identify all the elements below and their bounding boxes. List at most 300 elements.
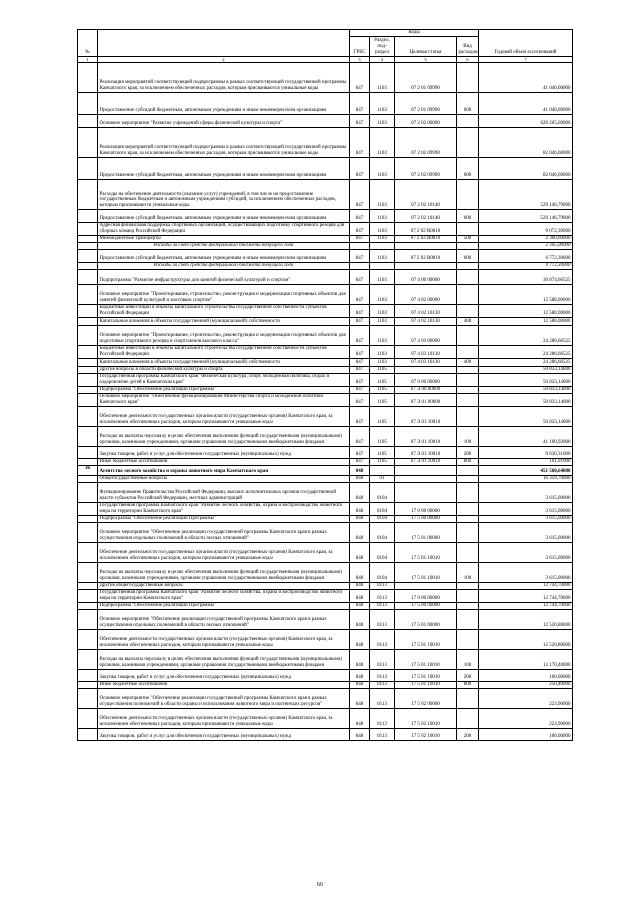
row-razdel: 1103 <box>370 285 395 305</box>
row-grbs: 848 <box>350 729 370 741</box>
table-row <box>78 603 573 610</box>
row-amount: 50 833,14000 <box>479 367 573 374</box>
row-razdel: 0113 <box>370 709 395 729</box>
row-target-article: 17 5 01 00000 <box>395 610 457 630</box>
row-name: Основное мероприятие "Развитие учреждений сферы физической культуры и спорта" <box>98 115 350 128</box>
row-amount: 451 568,64800 <box>479 466 573 476</box>
row-expense-type <box>457 630 479 650</box>
row-name: Расходы на обеспечение деятельности (оказание услуг) учреждений, в том числе на предоставление государственным бюджетным и автономным учреждениям субсидий, за исключением обеспеченных расходов, которым присваиваются уникальные коды <box>98 180 350 210</box>
row-target-article: 07 2 02 09990 <box>395 128 457 158</box>
row-grbs: 848 <box>350 689 370 709</box>
row-grbs: 848 <box>350 603 370 610</box>
table-row <box>78 180 573 210</box>
row-expense-type: 200 <box>457 670 479 682</box>
row-number <box>78 223 98 236</box>
row-number <box>78 483 98 503</box>
row-grbs: 847 <box>350 305 370 318</box>
row-name: Государственная программа Камчатского края "Физическая культура, спорт, молодежная политика, отдых и оздоровление детей в Камчатском крае" <box>98 374 350 387</box>
row-grbs <box>350 243 370 250</box>
row-number <box>78 590 98 603</box>
row-expense-type <box>457 476 479 483</box>
row-target-article: 07 Э 01 10010 <box>395 407 457 427</box>
row-number <box>78 543 98 563</box>
row-number <box>78 610 98 630</box>
row-razdel <box>370 466 395 476</box>
row-number <box>78 250 98 263</box>
row-target-article: 17 5 02 00000 <box>395 689 457 709</box>
row-razdel: 0104 <box>370 563 395 583</box>
table-body <box>78 63 573 741</box>
row-grbs: 848 <box>350 503 370 516</box>
row-target-article: 07 Э 01 00000 <box>395 394 457 407</box>
column-number: 3 <box>350 57 370 63</box>
row-grbs: 847 <box>350 250 370 263</box>
row-number <box>78 93 98 115</box>
table-row <box>78 93 573 115</box>
row-expense-type <box>457 243 479 250</box>
row-grbs: 848 <box>350 650 370 670</box>
row-expense-type <box>457 367 479 374</box>
row-grbs: 847 <box>350 210 370 223</box>
row-razdel: 0113 <box>370 590 395 603</box>
header-target-article: Целевая статья <box>395 37 457 57</box>
row-expense-type <box>457 263 479 270</box>
row-expense-type <box>457 374 479 387</box>
row-expense-type: 100 <box>457 650 479 670</box>
column-number: 4 <box>370 57 395 63</box>
row-name: Другие вопросы в области физической культуры и спорта <box>98 367 350 374</box>
row-expense-type: 800 <box>457 459 479 466</box>
row-amount: 82 046,60000 <box>479 158 573 180</box>
row-amount: 223,90000 <box>479 689 573 709</box>
row-target-article: 07 Э 00 00000 <box>395 387 457 394</box>
row-razdel: 1103 <box>370 270 395 285</box>
row-amount: 106,00000 <box>479 729 573 741</box>
row-number <box>78 263 98 270</box>
row-razdel: 0104 <box>370 516 395 523</box>
row-grbs: 848 <box>350 516 370 523</box>
row-name: Закупка товаров, работ и услуг для обеспечения государственных (муниципальных) нужд <box>98 670 350 682</box>
row-target-article: 07 4 02 00000 <box>395 285 457 305</box>
row-razdel: 0104 <box>370 523 395 543</box>
row-amount: 12 744,70000 <box>479 603 573 610</box>
row-amount: 50 833,14000 <box>479 394 573 407</box>
row-target-article: 07 4 03 10130 <box>395 346 457 359</box>
row-number <box>78 63 98 93</box>
row-grbs: 847 <box>350 180 370 210</box>
row-expense-type <box>457 305 479 318</box>
table-row <box>78 543 573 563</box>
row-razdel: 1103 <box>370 93 395 115</box>
row-amount: 6 772,30000 <box>479 250 573 263</box>
row-razdel: 0113 <box>370 682 395 689</box>
row-grbs: 848 <box>350 476 370 483</box>
header-grbs: ГРБС <box>350 37 370 57</box>
row-expense-type <box>457 180 479 210</box>
row-amount: 12 520,80000 <box>479 630 573 650</box>
row-name: Закупка товаров, работ и услуг для обеспечения государственных (муниципальных) нужд <box>98 447 350 459</box>
row-number <box>78 603 98 610</box>
row-target-article: 07 2 02 00000 <box>395 115 457 128</box>
row-razdel: 1103 <box>370 210 395 223</box>
row-target-article: 07 Э 01 10010 <box>395 459 457 466</box>
row-amount: 3 615,00000 <box>479 543 573 563</box>
row-expense-type <box>457 326 479 346</box>
row-grbs: 847 <box>350 427 370 447</box>
table-row <box>78 318 573 326</box>
row-name: Основное мероприятие "Обеспечение функционирования Министерства спорта и молодежной политики Камчатского края" <box>98 394 350 407</box>
row-amount: 41 040,00000 <box>479 63 573 93</box>
row-razdel: 1103 <box>370 128 395 158</box>
row-razdel: 0113 <box>370 583 395 590</box>
row-expense-type <box>457 516 479 523</box>
row-amount: 24 286,66525 <box>479 359 573 367</box>
row-number <box>78 729 98 741</box>
row-name: Государственная программа Камчатского края "Развитие лесного хозяйства, охрана и воспроизводство животного мира на территории Камчатского края" <box>98 503 350 516</box>
table-row <box>78 210 573 223</box>
row-target-article: 07 2 01 09990 <box>395 63 457 93</box>
row-target-article: 17 5 02 10010 <box>395 729 457 741</box>
table-row <box>78 682 573 689</box>
row-razdel: 1105 <box>370 459 395 466</box>
row-number <box>78 476 98 483</box>
row-target-article <box>395 476 457 483</box>
row-razdel: 1103 <box>370 326 395 346</box>
row-number <box>78 128 98 158</box>
table-row <box>78 270 573 285</box>
row-target-article <box>395 263 457 270</box>
row-name: Расходы за счет средств федерального бюджета текущего года <box>98 243 350 250</box>
table-row <box>78 729 573 741</box>
table-row <box>78 236 573 243</box>
row-target-article: 17 5 01 10010 <box>395 630 457 650</box>
row-name: Предоставление субсидий бюджетным, автономным учреждениям и иным некоммерческим организациям <box>98 210 350 223</box>
row-name: Расходы на выплаты персоналу в целях обеспечения выполнения функций государственными (муниципальными) органами, казенными учреждениями, органами управления государственными внебюджетными фондами <box>98 427 350 447</box>
row-name: Бюджетные инвестиции в объекты капитального строительства государственной собственности субъектов Российской Федерации <box>98 305 350 318</box>
row-grbs: 848 <box>350 523 370 543</box>
row-razdel: 0104 <box>370 483 395 503</box>
row-grbs: 847 <box>350 93 370 115</box>
row-grbs: 847 <box>350 326 370 346</box>
row-target-article: 07 Э 01 10010 <box>395 447 457 459</box>
column-number: 2 <box>98 57 350 63</box>
row-target-article: 07 4 02 10130 <box>395 318 457 326</box>
row-amount: 12 588,00000 <box>479 285 573 305</box>
row-amount: 12 520,80000 <box>479 610 573 630</box>
row-razdel: 1105 <box>370 374 395 387</box>
row-grbs: 847 <box>350 367 370 374</box>
row-name: Реализация мероприятий соответствующей подпрограммы в рамках соответствующей государственной программы Камчатского края, за исключением обеспеченных расходов, которым присваиваются уникальные коды <box>98 128 350 158</box>
row-name: Реализация мероприятий соответствующей подпрограммы в рамках соответствующей государственной программы Камчатского края, за исключением обеспеченных расходов, которым присваиваются уникальные коды <box>98 63 350 93</box>
row-grbs: 848 <box>350 563 370 583</box>
row-number: 36 <box>78 466 98 476</box>
row-name: Межбюджетные трансферты <box>98 236 350 243</box>
row-amount: 3 615,00000 <box>479 516 573 523</box>
row-number <box>78 503 98 516</box>
row-target-article: 17 0 00 00000 <box>395 590 457 603</box>
row-amount: 250,40000 <box>479 682 573 689</box>
row-target-article <box>395 466 457 476</box>
row-number <box>78 326 98 346</box>
row-number <box>78 346 98 359</box>
row-target-article: 17 5 01 00000 <box>395 523 457 543</box>
row-expense-type <box>457 115 479 128</box>
row-number <box>78 583 98 590</box>
row-target-article: 17 5 00 00000 <box>395 516 457 523</box>
row-target-article: 07 4 03 10130 <box>395 359 457 367</box>
row-expense-type <box>457 590 479 603</box>
row-name: Обеспечение деятельности государственных органов власти (государственных органов) Камчатского края, за исключением обеспеченных расходов, которым присваиваются уникальные коды <box>98 709 350 729</box>
row-razdel <box>370 243 395 250</box>
row-name: Общегосударственные вопросы <box>98 476 350 483</box>
table-row <box>78 590 573 603</box>
row-razdel: 1103 <box>370 63 395 93</box>
row-razdel: 1103 <box>370 180 395 210</box>
row-name: Другие общегосударственные вопросы <box>98 583 350 590</box>
row-expense-type <box>457 346 479 359</box>
table-row <box>78 263 573 270</box>
row-expense-type <box>457 466 479 476</box>
row-target-article: 07 0 00 00000 <box>395 374 457 387</box>
row-target-article: 17 5 01 10010 <box>395 682 457 689</box>
row-number <box>78 650 98 670</box>
column-number: 1 <box>78 57 98 63</box>
row-target-article: 07 2 02 R0810 <box>395 250 457 263</box>
row-number <box>78 670 98 682</box>
row-expense-type <box>457 543 479 563</box>
row-number <box>78 210 98 223</box>
row-razdel: 1105 <box>370 407 395 427</box>
row-number <box>78 459 98 466</box>
row-amount: 101,91000 <box>479 459 573 466</box>
row-expense-type <box>457 709 479 729</box>
row-razdel: 1105 <box>370 427 395 447</box>
row-target-article: 07 2 01 09990 <box>395 93 457 115</box>
row-expense-type <box>457 63 479 93</box>
row-target-article <box>395 367 457 374</box>
header-razdel: Раздел, под-раздел <box>370 37 395 57</box>
table-row <box>78 346 573 359</box>
row-name: Подпрограмма "Развитие инфраструктуры для занятий физической культурой и спортом" <box>98 270 350 285</box>
row-amount: 529 146,79000 <box>479 210 573 223</box>
table-row <box>78 63 573 93</box>
row-expense-type <box>457 223 479 236</box>
row-razdel: 0104 <box>370 543 395 563</box>
table-row <box>78 223 573 236</box>
table-row <box>78 374 573 387</box>
row-name: Иные бюджетные ассигнования <box>98 682 350 689</box>
header-annual-volume: Годовой объем ассигнований <box>479 30 573 57</box>
table-row <box>78 689 573 709</box>
row-target-article: 17 5 00 00000 <box>395 603 457 610</box>
table-row <box>78 630 573 650</box>
row-target-article: 17 5 01 10010 <box>395 650 457 670</box>
row-expense-type: 400 <box>457 318 479 326</box>
row-number <box>78 367 98 374</box>
row-razdel: 1103 <box>370 115 395 128</box>
row-grbs: 847 <box>350 407 370 427</box>
row-name: Функционирование Правительства Российской Федерации, высших исполнительных органов государственной власти субъектов Российской Федерации, местных администраций <box>98 483 350 503</box>
row-amount: 12 588,00000 <box>479 305 573 318</box>
row-name: Обеспечение деятельности государственных органов власти (государственных органов) Камчатского края, за исключением обеспеченных расходов, которым присваиваются уникальные коды <box>98 543 350 563</box>
row-number <box>78 270 98 285</box>
table-row <box>78 447 573 459</box>
row-amount: 12 588,00000 <box>479 318 573 326</box>
row-amount: 12 170,40000 <box>479 650 573 670</box>
row-grbs: 847 <box>350 270 370 285</box>
row-target-article <box>395 583 457 590</box>
table-row <box>78 466 573 476</box>
table-row <box>78 305 573 318</box>
row-grbs: 847 <box>350 318 370 326</box>
header-number: № <box>78 30 98 57</box>
row-target-article: 17 5 01 10010 <box>395 670 457 682</box>
row-amount: 41 100,92000 <box>479 427 573 447</box>
row-number <box>78 285 98 305</box>
page-number: 66 <box>317 882 323 888</box>
column-number: 6 <box>457 57 479 63</box>
row-name: Расходы за счет средств федерального бюджета текущего года <box>98 263 350 270</box>
row-razdel: 0113 <box>370 729 395 741</box>
table-row <box>78 650 573 670</box>
table-row <box>78 285 573 305</box>
row-amount: 9 072,30000 <box>479 223 573 236</box>
row-grbs: 847 <box>350 128 370 158</box>
row-name: Основное мероприятие "Обеспечение реализации государственной программы Камчатского края в рамках осуществления отдельных полномочий в области лесных отношений" <box>98 523 350 543</box>
table-row <box>78 128 573 158</box>
row-number <box>78 682 98 689</box>
row-amount: 3 615,00000 <box>479 483 573 503</box>
row-name: Закупка товаров, работ и услуг для обеспечения государственных (муниципальных) нужд <box>98 729 350 741</box>
row-expense-type <box>457 483 479 503</box>
row-grbs: 848 <box>350 590 370 603</box>
table-row <box>78 523 573 543</box>
row-grbs: 847 <box>350 158 370 180</box>
row-target-article: 07 2 02 09990 <box>395 158 457 180</box>
table-row <box>78 367 573 374</box>
row-razdel: 0113 <box>370 689 395 709</box>
row-expense-type: 500 <box>457 236 479 243</box>
header-codes: Коды <box>350 30 479 37</box>
row-number <box>78 387 98 394</box>
row-grbs: 848 <box>350 630 370 650</box>
table-row <box>78 326 573 346</box>
table-row <box>78 359 573 367</box>
row-razdel: 01 <box>370 476 395 483</box>
table-row <box>78 503 573 516</box>
row-razdel: 0113 <box>370 610 395 630</box>
row-grbs: 848 <box>350 610 370 630</box>
row-expense-type: 200 <box>457 447 479 459</box>
row-amount: 3 615,00000 <box>479 503 573 516</box>
row-grbs: 847 <box>350 285 370 305</box>
row-target-article: 07 2 02 10140 <box>395 210 457 223</box>
row-name: Расходы на выплаты персоналу в целях обеспечения выполнения функций государственными (муниципальными) органами, казенными учреждениями, органами управления государственными внебюджетными фондами <box>98 563 350 583</box>
row-grbs: 847 <box>350 223 370 236</box>
row-number <box>78 318 98 326</box>
row-grbs: 848 <box>350 682 370 689</box>
row-expense-type: 200 <box>457 729 479 741</box>
table-row <box>78 583 573 590</box>
table-row <box>78 243 573 250</box>
table-row <box>78 516 573 523</box>
row-grbs: 848 <box>350 583 370 590</box>
row-name: Обеспечение деятельности государственных органов власти (государственных органов) Камчатского края, за исключением обеспеченных расходов, которым присваиваются уникальные коды <box>98 407 350 427</box>
row-expense-type <box>457 503 479 516</box>
row-razdel: 1103 <box>370 236 395 243</box>
row-number <box>78 709 98 729</box>
row-expense-type: 100 <box>457 563 479 583</box>
row-target-article: 17 5 01 10010 <box>395 563 457 583</box>
row-razdel: 1103 <box>370 250 395 263</box>
row-expense-type: 100 <box>457 427 479 447</box>
row-grbs: 847 <box>350 394 370 407</box>
row-grbs: 847 <box>350 346 370 359</box>
row-expense-type <box>457 583 479 590</box>
row-amount: 24 286,66525 <box>479 346 573 359</box>
row-expense-type: 600 <box>457 210 479 223</box>
row-name: Расходы на выплаты персоналу в целях обеспечения выполнения функций государственными (муниципальными) органами, казенными учреждениями, органами управления государственными внебюджетными фондами <box>98 650 350 670</box>
row-name: Подпрограмма "Обеспечение реализации Программы" <box>98 603 350 610</box>
row-expense-type <box>457 394 479 407</box>
row-amount: 620 265,69000 <box>479 115 573 128</box>
row-number <box>78 374 98 387</box>
row-number <box>78 359 98 367</box>
row-razdel: 1105 <box>370 394 395 407</box>
row-name: Предоставление субсидий бюджетным, автономным учреждениям и иным некоммерческим организациям <box>98 158 350 180</box>
row-grbs: 847 <box>350 459 370 466</box>
row-number <box>78 236 98 243</box>
row-expense-type: 600 <box>457 93 479 115</box>
row-expense-type: 600 <box>457 250 479 263</box>
row-expense-type <box>457 128 479 158</box>
row-grbs: 847 <box>350 447 370 459</box>
table-row <box>78 115 573 128</box>
table-row <box>78 407 573 427</box>
row-grbs: 848 <box>350 543 370 563</box>
row-amount: 223,90000 <box>479 709 573 729</box>
row-grbs: 847 <box>350 387 370 394</box>
row-razdel: 0113 <box>370 603 395 610</box>
row-grbs: 847 <box>350 63 370 93</box>
row-amount: 9 630,31000 <box>479 447 573 459</box>
row-razdel: 1103 <box>370 305 395 318</box>
table-row <box>78 427 573 447</box>
row-name: Капитальные вложения в объекты государственной (муниципальной) собственности <box>98 318 350 326</box>
row-expense-type: 800 <box>457 682 479 689</box>
row-target-article: 17 5 02 10010 <box>395 709 457 729</box>
table-row <box>78 709 573 729</box>
row-razdel: 1103 <box>370 359 395 367</box>
row-name: Капитальные вложения в объекты государственной (муниципальной) собственности <box>98 359 350 367</box>
row-amount: 50 833,14000 <box>479 407 573 427</box>
row-name: Обеспечение деятельности государственных органов власти (государственных органов) Камчатского края, за исключением обеспеченных расходов, которым присваиваются уникальные коды <box>98 630 350 650</box>
row-expense-type <box>457 523 479 543</box>
row-amount: 12 744,70000 <box>479 590 573 603</box>
column-number: 5 <box>395 57 457 63</box>
row-number <box>78 407 98 427</box>
row-grbs: 848 <box>350 709 370 729</box>
table-row <box>78 387 573 394</box>
row-expense-type <box>457 387 479 394</box>
row-razdel: 1103 <box>370 318 395 326</box>
row-number <box>78 516 98 523</box>
row-target-article: 17 5 01 10010 <box>395 543 457 563</box>
row-amount: 3 615,00000 <box>479 523 573 543</box>
row-amount: 50 833,14000 <box>479 387 573 394</box>
table-row <box>78 563 573 583</box>
row-target-article <box>395 483 457 503</box>
